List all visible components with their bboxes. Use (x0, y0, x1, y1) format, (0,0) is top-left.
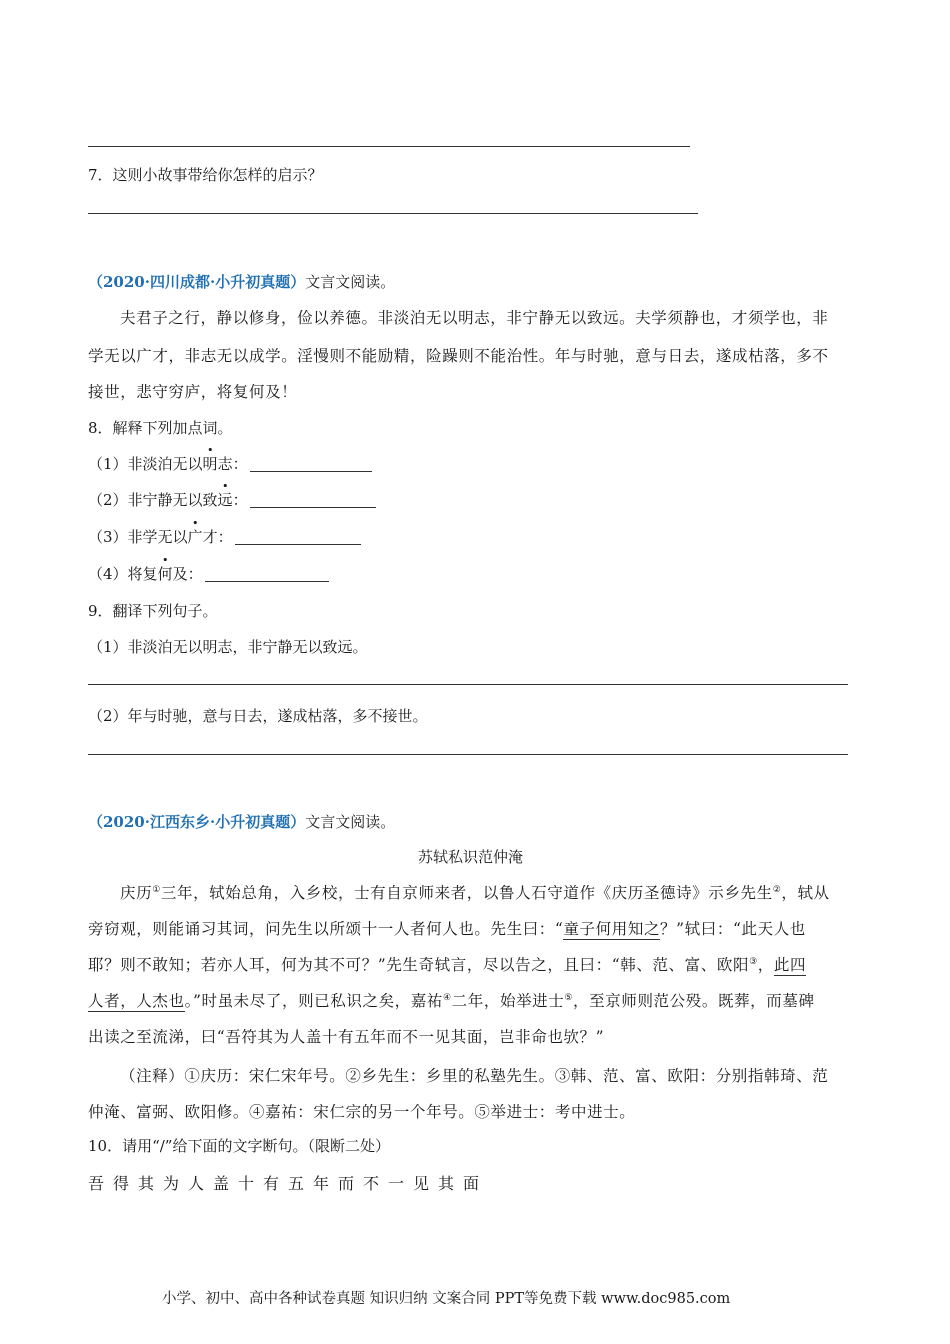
passage-line: 旁窃观，则能诵习其词，问先生以所颂十一人者何人也。先生曰：“童子何用知之？”轼曰：“此天人也 (88, 920, 806, 938)
section-kind: 文言文阅读。 (305, 813, 396, 831)
annotation-line: （注释）①庆历：宋仁宋年号。②乡先生：乡里的私塾先生。③韩、范、富、欧阳：分别指韩琦、范 (120, 1067, 829, 1085)
q8-item-4: （4）将复何及： (88, 563, 329, 584)
answer-line (88, 754, 848, 755)
footnote-mark: ③ (749, 956, 758, 967)
answer-blank[interactable] (250, 455, 372, 472)
footnote-mark: ⑤ (564, 992, 574, 1003)
answer-line (88, 146, 690, 147)
underlined-phrase: 此四 (773, 956, 807, 974)
passage-line: 庆历①三年，轼始总角，入乡校，士有自京师来者，以鲁人石守道作《庆历圣德诗》示乡先生②，轼从 (120, 884, 830, 902)
footer-text: 小学、初中、高中各种试卷真题 知识归纳 文案合同 PPT等免费下载 www.doc985.com (162, 1291, 731, 1307)
footnote-mark: ④ (443, 992, 452, 1003)
annotation-line: 仲淹、富弼、欧阳修。④嘉祐：宋仁宗的另一个年号。⑤举进士：考中进士。 (88, 1103, 636, 1121)
q9-item-2: （2）年与时驰，意与日去，遂成枯落，多不接世。 (88, 707, 428, 725)
answer-line (88, 684, 848, 685)
passage-title: 苏轼私识范仲淹 (418, 848, 524, 866)
passage-line: 学无以广才，非志无以成学。淫慢则不能励精，险躁则不能治性。年与时驰，意与日去，遂成枯落，多不 (88, 347, 829, 365)
footnote-mark: ② (772, 884, 782, 895)
answer-blank[interactable] (235, 528, 361, 545)
punctuation-exercise: 吾 得 其 为 人 盖 十 有 五 年 而 不 一 见 其 面 (88, 1174, 480, 1193)
dotted-char: 明 (202, 455, 218, 473)
q8-item-1: （1）非淡泊无以明志： (88, 453, 372, 474)
question-8: 8．解释下列加点词。 (88, 419, 233, 437)
source-tag: （2020·江西东乡·小升初真题） (88, 813, 306, 831)
section-kind: 文言文阅读。 (305, 273, 396, 291)
q8-item-2: （2）非宁静无以致远： (88, 489, 376, 510)
passage-line: 接世，悲守穷庐，将复何及！ (88, 383, 298, 401)
passage-line: 人者，人杰也。”时虽未尽了，则已私识之矣，嘉祐④二年，始举进士⑤，至京师则范公殁。既葬，而墓碑 (88, 992, 815, 1010)
answer-blank[interactable] (205, 565, 329, 582)
passage-line: 出读之至流涕，曰“吾符其为人盖十有五年而不一见其面，岂非命也欤？” (88, 1028, 605, 1046)
footnote-mark: ① (152, 884, 161, 895)
section-2-header (88, 811, 395, 832)
answer-blank[interactable] (250, 491, 376, 508)
q8-item-3: （3）非学无以广才： (88, 526, 361, 547)
dotted-char: 远 (217, 491, 233, 509)
question-7: 7．这则小故事带给你怎样的启示？ (88, 166, 323, 184)
section-1-header (88, 271, 395, 292)
dotted-char: 广 (187, 528, 203, 546)
dotted-char: 何 (157, 565, 173, 583)
passage-line: 耶？则不敢知；若亦人耳，何为其不可？”先生奇轼言，尽以告之，且曰：“韩、范、富、欧阳③，此四 (88, 956, 807, 974)
answer-line (88, 213, 698, 214)
underlined-phrase: 童子何用知之 (563, 920, 661, 938)
source-tag: （2020·四川成都·小升初真题） (88, 273, 306, 291)
underlined-phrase: 人者，人杰也 (88, 992, 185, 1010)
passage-line: 夫君子之行，静以修身，俭以养德。非淡泊无以明志，非宁静无以致远。夫学须静也，才须学也，非 (120, 309, 829, 327)
q9-item-1: （1）非淡泊无以明志，非宁静无以致远。 (88, 638, 368, 656)
question-10: 10．请用“/”给下面的文字断句。（限断二处） (88, 1137, 390, 1155)
question-9: 9．翻译下列句子。 (88, 602, 218, 620)
